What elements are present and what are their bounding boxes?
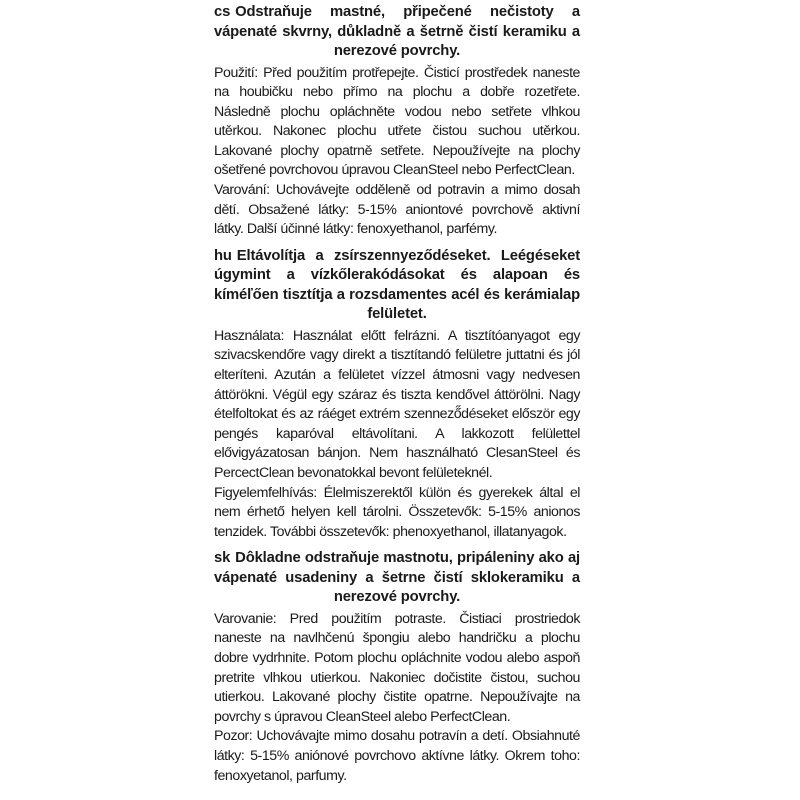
usage-paragraph: Použití: Před použitím protřepejte. Čisticí prostředek naneste na houbičku nebo přímo na plochu a dobře rozetřete. Následně plochu opláchněte vodou nebo setřete vlhkou utěrkou. Nakonec plochu utřete čistou suchou utěrkou. Lakované plochy opatrně setřete. Nepoužívejte na plochy ošetřené povrchovou úpravou CleanSteel nebo PerfectClean. (214, 64, 580, 179)
section-hu (214, 247, 580, 543)
warning-paragraph: Figyelemfelhívás: Élelmiszerektől külön és gyerekek által el nem érhető helyen kell tárolni. Összetevők: 5-15% anionos tenzidek. További összetevők: phenoxyethanol, illatanyagok. (214, 484, 580, 540)
heading-text: Dôkladne odstraňuje mastnotu, pripáleniny ako aj vápenaté usadeniny a šetrne čistí sklokeramiku a nerezové povrchy. (214, 550, 580, 606)
language-code: hu (214, 247, 232, 264)
section-heading (214, 3, 580, 62)
section-sk (214, 549, 580, 786)
section-cs (214, 3, 580, 240)
section-heading (214, 549, 580, 608)
warning-paragraph: Varování: Uchovávejte odděleně od potravin a mimo dosah dětí. Obsažené látky: 5-15% aniontové povrchově aktivní látky. Další účinné látky: fenoxyethanol, parfémy. (214, 182, 580, 238)
usage-paragraph: Használata: Használat előtt felrázni. A tisztítóanyagot egy szivacskendőre vagy direkt a tisztítandó felületre juttatni és jól elteríteni. Azután a felületet vízzel átmosni vagy nedvesen áttörökni. Végül egy száraz és tiszta kendővel áttörölni. Nagy ételfoltokat és az ráéget extrém szennező̋déseket először egy pengés kaparóval eltávolítani. A lakkozott felülettel elővigyázatosan bánjon. Nem használható ClesanSteel és PercectClean bevonatokkal bevont felületeknél. (214, 327, 580, 481)
language-code: cs (214, 4, 231, 20)
heading-text: Eltávolítja a zsírszennyeződéseket. Leégéseket úgymint a vízkőlerakódásokat és alapoan és kíméľően tisztítja a rozsdamentes acél és kerámialap felületet. (214, 247, 580, 323)
warning-paragraph: Pozor: Uchovávajte mimo dosahu potravín a detí. Obsiahnuté látky: 5-15% aniónové povrchovo aktívne látky. Okrem toho: fenoxyetanol, parfumy. (214, 728, 580, 784)
heading-text: Odstraňuje mastné, připečené nečistoty a vápenaté skvrny, důkladně a šetrně čistí keramiku a nerezové povrchy. (214, 4, 580, 59)
section-heading (214, 247, 580, 325)
product-label-text (214, 3, 580, 793)
language-code: sk (214, 550, 231, 567)
usage-paragraph: Varovanie: Pred použitím potraste. Čistiaci prostriedok naneste na navlhčenú špongiu alebo handričku a plochu dobre vydrhnite. Potom plochu opláchnite vodou alebo aspoň pretrite vlhkou utierkou. Nakoniec dočistite čistou, suchou utierkou. Lakované plochy čistite opatrne. Nepoužívajte na povrchy s úpravou CleanSteel alebo PerfectClean. (214, 610, 580, 725)
